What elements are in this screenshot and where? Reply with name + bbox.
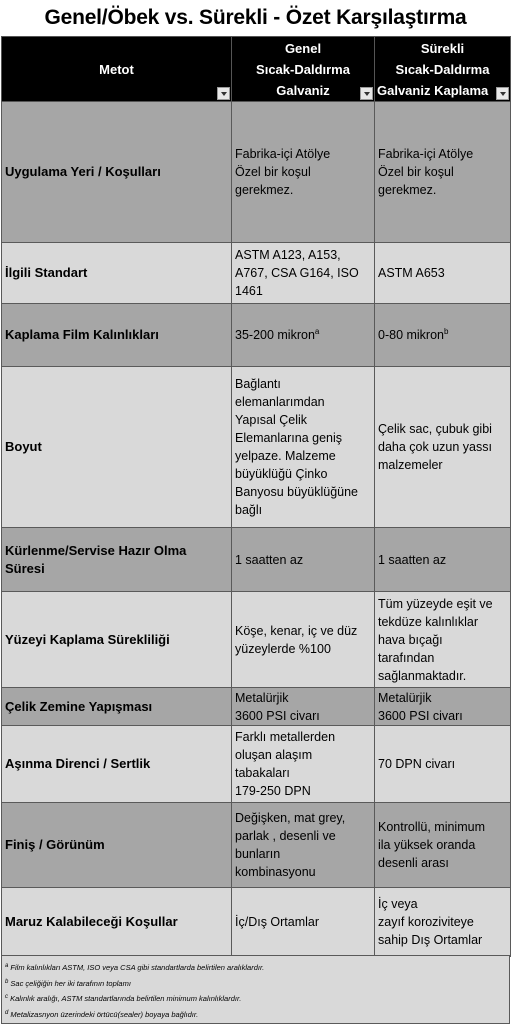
cell-line: tarafından — [378, 650, 435, 665]
cell-line: daha çok uzun yassı — [378, 440, 492, 454]
footnote-mark: d — [5, 1009, 9, 1016]
cell-text: Finiş / Görünüm — [5, 837, 105, 852]
cell-line: Elemanlarına geniş — [235, 431, 343, 445]
header-row — [2, 37, 511, 102]
cell-line: Tüm yüzeyde eşit ve — [378, 596, 493, 611]
header-general-line3: Galvaniz — [276, 82, 330, 98]
cell-line: Banyosu büyüklüğüne — [235, 485, 359, 499]
cell-line: yelpaze. Malzeme — [235, 449, 336, 463]
cell-line: Bağlantı — [235, 377, 281, 391]
cell-line: İç veya — [378, 897, 418, 911]
cell-line: 1461 — [235, 284, 263, 298]
table-row — [2, 304, 511, 367]
cell-line: Yapısal Çelik — [235, 413, 308, 427]
header-general[interactable] — [232, 37, 375, 102]
header-method-label: Metot — [99, 61, 134, 77]
footnote-text: Sac çeliğiğin her iki tarafının toplamı — [8, 978, 131, 988]
footnote-mark: b — [5, 978, 9, 985]
table-row — [2, 102, 511, 243]
general-value[interactable] — [232, 304, 375, 367]
continuous-value[interactable] — [375, 803, 511, 888]
table-row — [2, 803, 511, 888]
header-general-line2: Sıcak-Daldırma — [256, 61, 350, 77]
cell-text: Boyut — [5, 439, 42, 454]
continuous-value[interactable] — [375, 102, 511, 243]
general-value[interactable] — [232, 243, 375, 304]
cell-line: zayıf koroziviteye — [378, 915, 474, 929]
row-label[interactable] — [2, 888, 232, 957]
cell-line: parlak , desenli ve — [235, 829, 336, 843]
cell-line: oluşan alaşım — [235, 748, 313, 762]
header-continuous-line2: Sıcak-Daldırma — [395, 61, 490, 77]
general-value[interactable] — [232, 367, 375, 528]
row-label[interactable] — [2, 102, 232, 243]
cell-line: Farklı metallerden — [235, 730, 336, 744]
footnote-mark: b — [444, 327, 449, 336]
footnote-text: Metalizasnyon üzerindeki örtücü(sealer) boyaya bağlıdır. — [8, 1009, 199, 1019]
row-label[interactable] — [2, 528, 232, 592]
footnote-text: Film kalınlıkları ASTM, ISO veya CSA gibi standartlarda belirtilen aralıklardır. — [8, 963, 265, 972]
cell-text: Çelik Zemine Yapışması — [5, 698, 153, 714]
continuous-value[interactable] — [375, 726, 511, 803]
cell-line: ASTM A123, A153, — [235, 248, 341, 262]
cell-line: İç/Dış Ortamlar — [235, 915, 320, 929]
header-method[interactable] — [2, 37, 232, 102]
filter-dropdown-icon[interactable] — [217, 87, 230, 100]
cell-line: bağlı — [235, 503, 263, 517]
filter-dropdown-icon[interactable] — [496, 87, 509, 100]
cell-text: Maruz Kalabileceği Koşullar — [5, 914, 178, 929]
continuous-value[interactable] — [375, 304, 511, 367]
table-row — [2, 367, 511, 528]
general-value[interactable] — [232, 528, 375, 592]
cell-line: Özel bir koşul — [235, 165, 311, 179]
cell-line: Kontrollü, minimum — [378, 820, 485, 834]
cell-line: büyüklüğü Çinko — [235, 467, 328, 481]
cell-line: 70 DPN civarı — [378, 757, 456, 771]
cell-line: Çelik sac, çubuk gibi — [378, 422, 492, 436]
filter-dropdown-icon[interactable] — [360, 87, 373, 100]
cell-line: Fabrika-içi Atölye — [235, 147, 331, 161]
cell-line: bunların — [235, 847, 281, 861]
cell-line: 179-250 DPN — [235, 784, 311, 798]
general-value[interactable] — [232, 102, 375, 243]
footnote — [5, 960, 509, 976]
cell-line: Kürlenme/Servise Hazır Olma — [5, 542, 187, 558]
table-row — [2, 528, 511, 592]
continuous-value[interactable] — [375, 688, 511, 726]
continuous-value[interactable] — [375, 888, 511, 957]
footnote-mark: c — [5, 994, 8, 1000]
header-general-line1: Genel — [284, 40, 322, 56]
cell-line: malzemeler — [378, 458, 443, 472]
cell-line: tekdüze kalınlıklar — [378, 614, 479, 629]
cell-line: tabakaları — [235, 766, 290, 780]
general-value[interactable] — [232, 803, 375, 888]
cell-line: ila yüksek oranda — [378, 838, 476, 852]
continuous-value[interactable] — [375, 243, 511, 304]
footnote — [5, 991, 509, 1007]
page-title: Genel/Öbek vs. Sürekli - Özet Karşılaştırma — [44, 6, 467, 29]
cell-line: Özel bir koşul — [378, 165, 454, 179]
row-label[interactable] — [2, 367, 232, 528]
cell-line: Değişken, mat grey, — [235, 811, 346, 825]
cell-line: 3600 PSI civarı — [378, 708, 463, 723]
table-row — [2, 888, 511, 957]
cell-text: İlgili Standart — [5, 265, 88, 280]
cell-line: sahip Dış Ortamlar — [378, 933, 483, 947]
row-label[interactable] — [2, 304, 232, 367]
row-label[interactable] — [2, 243, 232, 304]
cell-line: Süresi — [5, 560, 45, 576]
cell-line: A767, CSA G164, ISO — [235, 266, 359, 280]
general-value[interactable] — [232, 888, 375, 957]
header-continuous-line1: Sürekli — [420, 40, 465, 56]
footnote — [5, 976, 509, 992]
table-row — [2, 726, 511, 803]
cell-line: hava bıçağı — [378, 632, 443, 647]
header-continuous[interactable] — [375, 37, 511, 102]
general-value[interactable] — [232, 726, 375, 803]
footnote-mark: a — [314, 327, 320, 336]
cell-line: 1 saatten az — [235, 552, 304, 567]
footnote-mark: a — [5, 963, 9, 969]
cell-line: elemanlarımdan — [235, 395, 325, 409]
footnote — [5, 1007, 509, 1023]
header-continuous-line3: Galvaniz Kaplama — [377, 82, 489, 98]
cell-line: yüzeylerde %100 — [235, 641, 331, 656]
continuous-value[interactable] — [375, 367, 511, 528]
general-value[interactable] — [232, 592, 375, 688]
row-label[interactable] — [2, 726, 232, 803]
cell-line: Metalürjik — [235, 690, 289, 705]
cell-text: Aşınma Direnci / Sertlik — [5, 756, 151, 771]
cell-line: 3600 PSI civarı — [235, 708, 320, 723]
cell-line: sağlanmaktadır. — [378, 668, 467, 683]
cell-line: 1 saatten az — [378, 552, 447, 567]
cell-text: Uygulama Yeri / Koşulları — [5, 164, 161, 179]
general-value[interactable] — [232, 688, 375, 726]
cell-line: Fabrika-içi Atölye — [378, 147, 474, 161]
table-row — [2, 592, 511, 688]
row-label[interactable] — [2, 803, 232, 888]
table-row — [2, 243, 511, 304]
cell-line: Metalürjik — [378, 690, 432, 705]
footnotes — [1, 955, 510, 1024]
cell-line: Köşe, kenar, iç ve düz — [235, 623, 358, 638]
cell-text: 0-80 mikron — [378, 328, 444, 342]
row-label[interactable] — [2, 592, 232, 688]
footnote-text: Kalınlık aralığı, ASTM standartlarında belirtilen minimum kalınlıklardır. — [8, 994, 242, 1003]
comparison-table — [1, 36, 511, 957]
cell-line: ASTM A653 — [378, 266, 445, 280]
cell-line: kombinasyonu — [235, 865, 316, 879]
continuous-value[interactable] — [375, 592, 511, 688]
cell-text: 35-200 mikron — [235, 328, 315, 342]
cell-line: gerekmez. — [378, 183, 437, 197]
cell-line: gerekmez. — [235, 183, 294, 197]
row-label[interactable] — [2, 688, 232, 726]
continuous-value[interactable] — [375, 528, 511, 592]
table-row — [2, 688, 511, 726]
cell-text: Yüzeyi Kaplama Sürekliliği — [5, 631, 170, 647]
cell-text: Kaplama Film Kalınlıkları — [5, 327, 159, 342]
cell-line: desenli arası — [378, 856, 449, 870]
